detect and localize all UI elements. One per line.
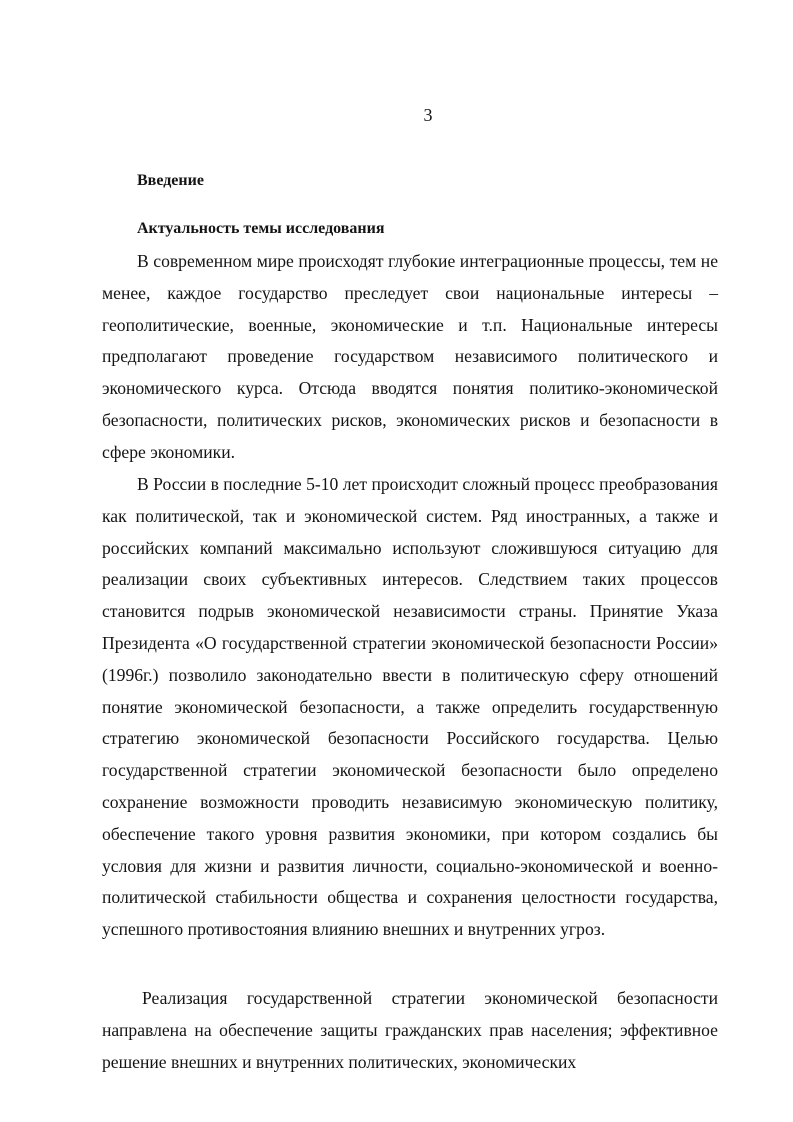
paragraph-2: В России в последние 5-10 лет происходит сложный процесс преобразования как политической, так и экономической систем. Ряд иностранных, а также и российских компаний максимально используют сложившуюся ситуацию для реализации своих субъективных интересов. Следствием таких процессов становится подрыв экономической независимости страны. Принятие Указа Президента «О государственной стратегии экономической безопасности России» (1996г.) позволило законодательно ввести в политическую сферу отношений понятие экономической безопасности, а также определить государственную стратегию экономической безопасности Российского государства. Целью государственной стратегии экономической безопасности было определено сохранение возможности проводить независимую экономическую политику, обеспечение такого уровня развития экономики, при котором создались бы условия для жизни и развития личности, социально-экономической и военно-политической стабильности общества и сохранения целостности государства, успешного противостояния влиянию внешних и внутренних угроз.	[102, 474, 718, 940]
paragraph-1: В современном мире происходят глубокие интеграционные процессы, тем не менее, каждое государство преследует свои национальные интересы – геополитические, военные, экономические и т.п. Национальные интересы предполагают проведение государством независимого политического и экономического курса. Отсюда вводятся понятия политико-экономической безопасности, политических рисков, экономических рисков и безопасности в сфере экономики.	[102, 251, 718, 462]
page-number: 3	[423, 105, 433, 125]
paragraph-3: Реализация государственной стратегии экономической безопасности направлена на обеспечение защиты гражданских прав населения; эффективное решение внешних и внутренних политических, экономических	[102, 988, 718, 1072]
section-heading-introduction: Введение	[137, 172, 204, 189]
subsection-heading-relevance: Актуальность темы исследования	[137, 220, 385, 237]
